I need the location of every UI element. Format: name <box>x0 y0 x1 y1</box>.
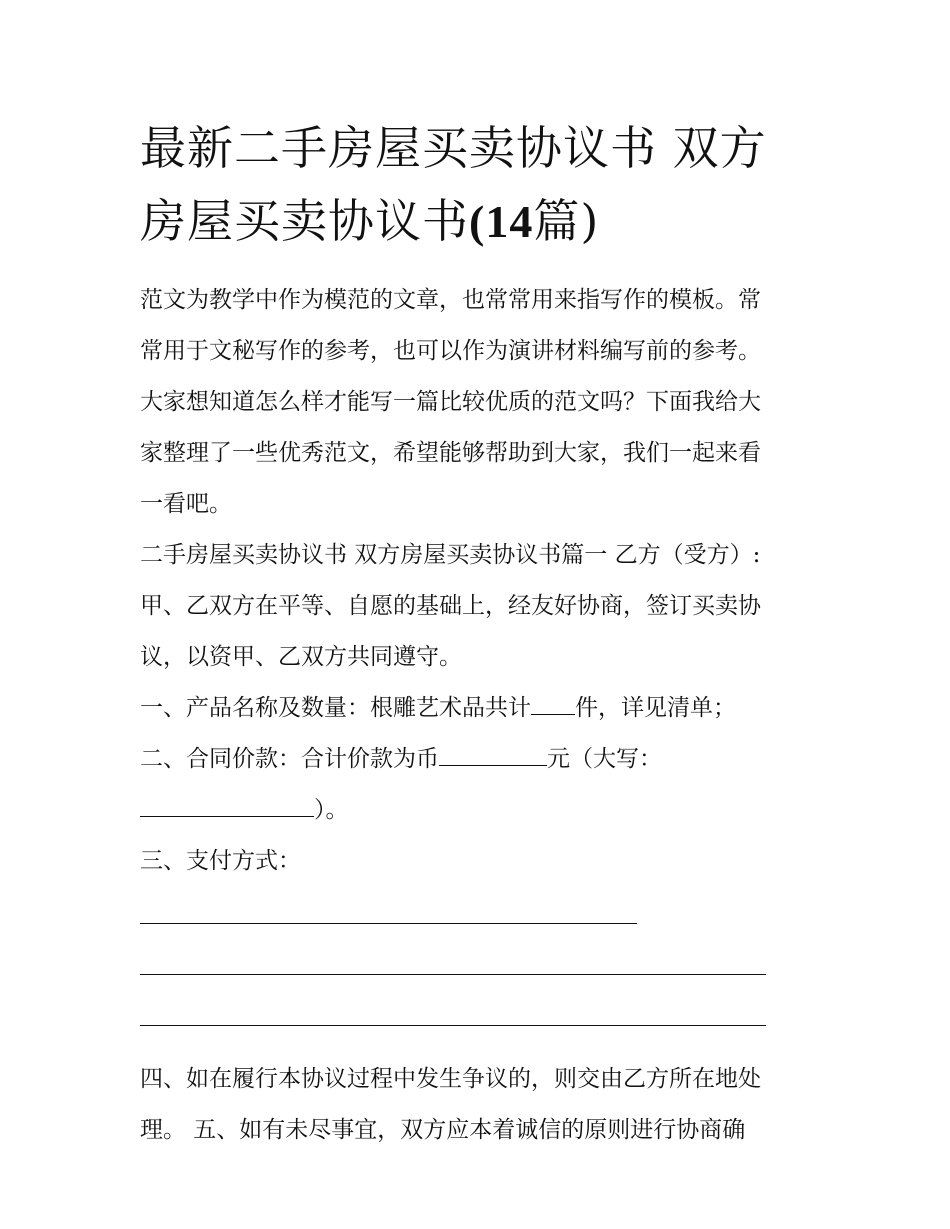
section-intro-line-2: 议，以资甲、乙双方共同遵守。 <box>140 644 462 670</box>
clause-4-line-1: 四、如在履行本协议过程中发生争议的，则交由乙方所在地处 <box>140 1066 761 1092</box>
intro-line-5: 一看吧。 <box>140 491 232 517</box>
amount-in-words-blank <box>140 796 314 817</box>
payment-blank-line-3 <box>140 989 820 1040</box>
section-intro-line-1: 甲、乙双方在平等、自愿的基础上，经友好协商，签订买卖协 <box>140 593 761 619</box>
clause-2-text: 二、合同价款：合计价款为币 <box>140 746 439 772</box>
payment-blank-line-1 <box>140 887 820 938</box>
clause-1-tail: 件，详见清单； <box>575 695 736 721</box>
payment-rule-3 <box>140 1025 766 1026</box>
clause-1 <box>140 683 820 734</box>
payment-rule-1 <box>140 923 637 924</box>
intro-line-4: 家整理了一些优秀范文，希望能够帮助到大家，我们一起来看 <box>140 440 761 466</box>
clause-2-tail: 元（大写： <box>547 746 662 772</box>
clause-2 <box>140 734 820 785</box>
section-heading: 二手房屋买卖协议书 双方房屋买卖协议书篇一 乙方（受方）: <box>140 542 761 568</box>
document-body <box>140 275 820 1156</box>
payment-blank-line-2 <box>140 938 820 989</box>
intro-line-2: 常用于文秘写作的参考，也可以作为演讲材料编写前的参考。 <box>140 338 761 364</box>
clause-1-text: 一、产品名称及数量：根雕艺术品共计 <box>140 695 531 721</box>
section-intro <box>140 581 820 683</box>
title-line-2: 房屋买卖协议书 <box>140 194 469 248</box>
clause-2-amount-line <box>140 785 820 836</box>
intro-line-1: 范文为教学中作为模范的文章，也常常用来指写作的模板。常 <box>140 287 761 313</box>
price-blank <box>439 745 547 766</box>
payment-rule-2 <box>140 974 766 975</box>
clause-3: 三、支付方式： <box>140 848 301 874</box>
document-title <box>140 112 830 258</box>
paragraph-gap <box>140 1040 820 1054</box>
intro-line-3: 大家想知道怎么样才能写一篇比较优质的范文吗？下面我给大 <box>140 389 761 415</box>
quantity-blank <box>531 694 575 715</box>
title-line-1: 最新二手房屋买卖协议书 双方 <box>140 121 767 175</box>
intro-paragraph <box>140 275 820 530</box>
title-unit: 篇) <box>533 194 600 248</box>
title-count: (14 <box>469 196 534 247</box>
clause-2-close: ）。 <box>314 797 349 823</box>
clause-4 <box>140 1054 820 1156</box>
clause-4-line-2: 理。 五、如有未尽事宜，双方应本着诚信的原则进行协商确 <box>140 1117 746 1143</box>
